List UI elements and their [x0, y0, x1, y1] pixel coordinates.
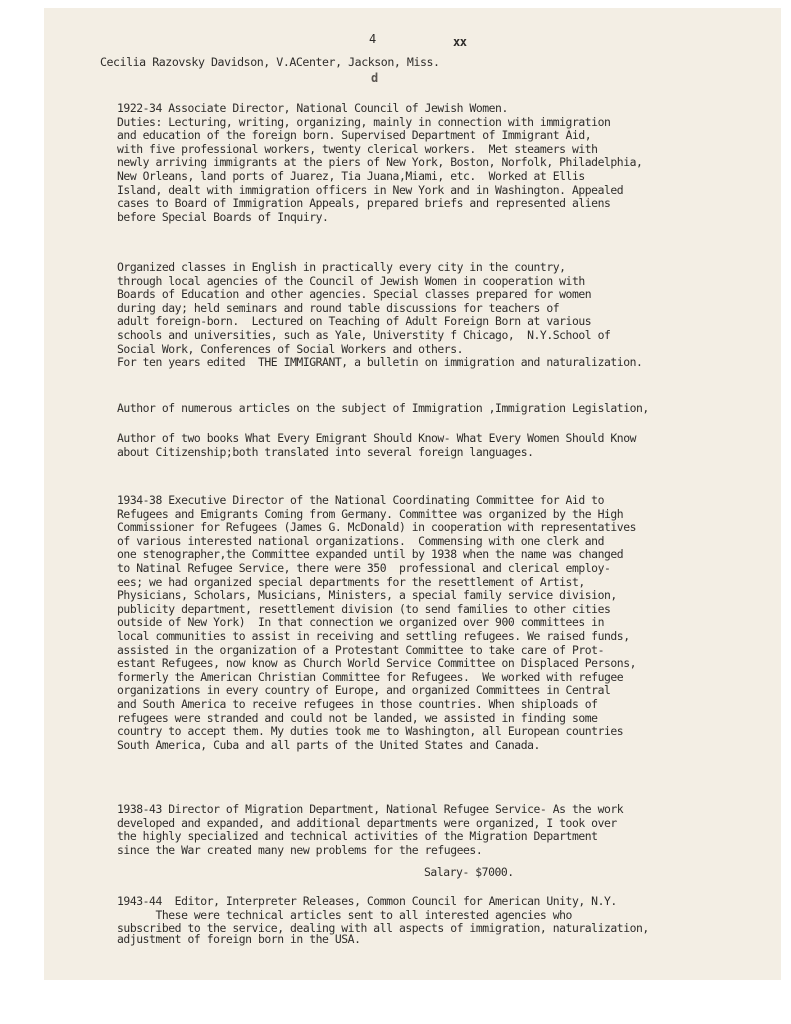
- text-line: refugees were stranded and could not be landed, we assisted in finding some: [117, 710, 598, 725]
- text-line: and South America to receive refugees in those countries. When shiploads of: [117, 696, 598, 711]
- text-line: Author of numerous articles on the subject of Immigration ,Immigration Legislation,: [117, 401, 649, 415]
- text-line: before Special Boards of Inquiry.: [117, 209, 329, 224]
- salary-line: Salary- $7000.: [424, 865, 514, 879]
- text-line: ees; we had organized special departments for the resettlement of Artist,: [117, 574, 585, 589]
- text-line: New Orleans, land ports of Juarez, Tia Juana,Miami, etc. Worked at Ellis: [117, 168, 585, 183]
- handwritten-mark: xx: [453, 35, 467, 49]
- text-line: 1934-38 Executive Director of the National Coordinating Committee for Aid to: [117, 493, 604, 507]
- text-line: developed and expanded, and additional departments were organized, I took over: [117, 815, 617, 830]
- text-line: These were technical articles sent to all interested agencies who: [117, 907, 572, 922]
- text-line: outside of New York) In that connection we organized over 900 committees in: [117, 615, 604, 630]
- document-header: Cecilia Razovsky Davidson, V.ACenter, Jackson, Miss.: [100, 55, 440, 69]
- text-line: and education of the foreign born. Supervised Department of Immigrant Aid,: [117, 128, 592, 143]
- paragraph-associate-director: [117, 102, 642, 224]
- text-line: of various interested national organizations. Commensing with one clerk and: [117, 533, 604, 548]
- text-line: 1943-44 Editor, Interpreter Releases, Common Council for American Unity, N.Y.: [117, 894, 617, 908]
- text-line: to Natinal Refugee Service, there were 350 professional and clerical employ-: [117, 560, 611, 575]
- text-line: adult foreign-born. Lectured on Teaching of Adult Foreign Born at various: [117, 314, 592, 329]
- text-line: country to accept them. My duties took me to Washington, all European countries: [117, 724, 624, 739]
- text-line: the highly specialized and technical activities of the Migration Department: [117, 829, 598, 844]
- paragraph-executive-director: [117, 494, 636, 752]
- text-line: one stenographer,the Committee expanded until by 1938 when the name was changed: [117, 547, 624, 562]
- text-line: 1922-34 Associate Director, National Council of Jewish Women.: [117, 101, 508, 115]
- text-line: Physicians, Scholars, Musicians, Ministers, a special family service division,: [117, 588, 617, 603]
- text-line: publicity department, resettlement division (to send families to other cities: [117, 601, 611, 616]
- text-line: Author of two books What Every Emigrant Should Know- What Every Women Should Know: [117, 431, 637, 445]
- text-line: Island, dealt with immigration officers in New York and in Washington. Appealed: [117, 182, 624, 197]
- text-line: about Citizenship;both translated into several foreign languages.: [117, 444, 534, 459]
- paragraph-books: [117, 432, 636, 459]
- text-line: Duties: Lecturing, writing, organizing, mainly in connection with immigration: [117, 114, 611, 129]
- text-line: during day; held seminars and round table discussions for teachers of: [117, 300, 560, 315]
- text-line: cases to Board of Immigration Appeals, prepared briefs and represented aliens: [117, 196, 611, 211]
- text-line: subscribed to the service, dealing with all aspects of immigration, naturalization,: [117, 921, 649, 936]
- text-line: Organized classes in English in practically every city in the country,: [117, 260, 566, 274]
- paragraph-editor: [117, 895, 649, 946]
- text-line: Social Work, Conferences of Social Workers and others.: [117, 341, 464, 356]
- text-line: schools and universities, such as Yale, Universtity f Chicago, N.Y.School of: [117, 327, 611, 342]
- text-line: For ten years edited THE IMMIGRANT, a bulletin on immigration and naturalization.: [117, 355, 643, 370]
- text-line: local communities to assist in receiving and settling refugees. We raised funds,: [117, 628, 630, 643]
- text-line: Commissioner for Refugees (James G. McDonald) in cooperation with representatives: [117, 520, 637, 535]
- text-line: South America, Cuba and all parts of the United States and Canada.: [117, 737, 540, 752]
- paragraph-migration-director: [117, 803, 623, 857]
- paragraph-articles: [117, 402, 649, 416]
- text-line: estant Refugees, now know as Church World Service Committee on Displaced Persons,: [117, 656, 637, 671]
- text-line: adjustment of foreign born in the USA.: [117, 931, 361, 946]
- text-line: newly arriving immigrants at the piers of New York, Boston, Norfolk, Philadelphia,: [117, 155, 643, 170]
- stray-mark: d: [371, 71, 378, 85]
- text-line: organizations in every country of Europe, and organized Committees in Central: [117, 683, 611, 698]
- paragraph-english-classes: [117, 261, 642, 370]
- page-number: 4: [369, 32, 376, 46]
- text-line: since the War created many new problems for the refugees.: [117, 842, 483, 857]
- text-line: with five professional workers, twenty clerical workers. Met steamers with: [117, 141, 598, 156]
- text-line: Boards of Education and other agencies. Special classes prepared for women: [117, 287, 592, 302]
- text-line: through local agencies of the Council of Jewish Women in cooperation with: [117, 273, 585, 288]
- text-line: Refugees and Emigrants Coming from Germany. Committee was organized by the High: [117, 506, 624, 521]
- text-line: 1938-43 Director of Migration Department, National Refugee Service- As the work: [117, 802, 624, 816]
- text-line: formerly the American Christian Committee for Refugees. We worked with refugee: [117, 669, 624, 684]
- text-line: assisted in the organization of a Protestant Committee to take care of Prot-: [117, 642, 604, 657]
